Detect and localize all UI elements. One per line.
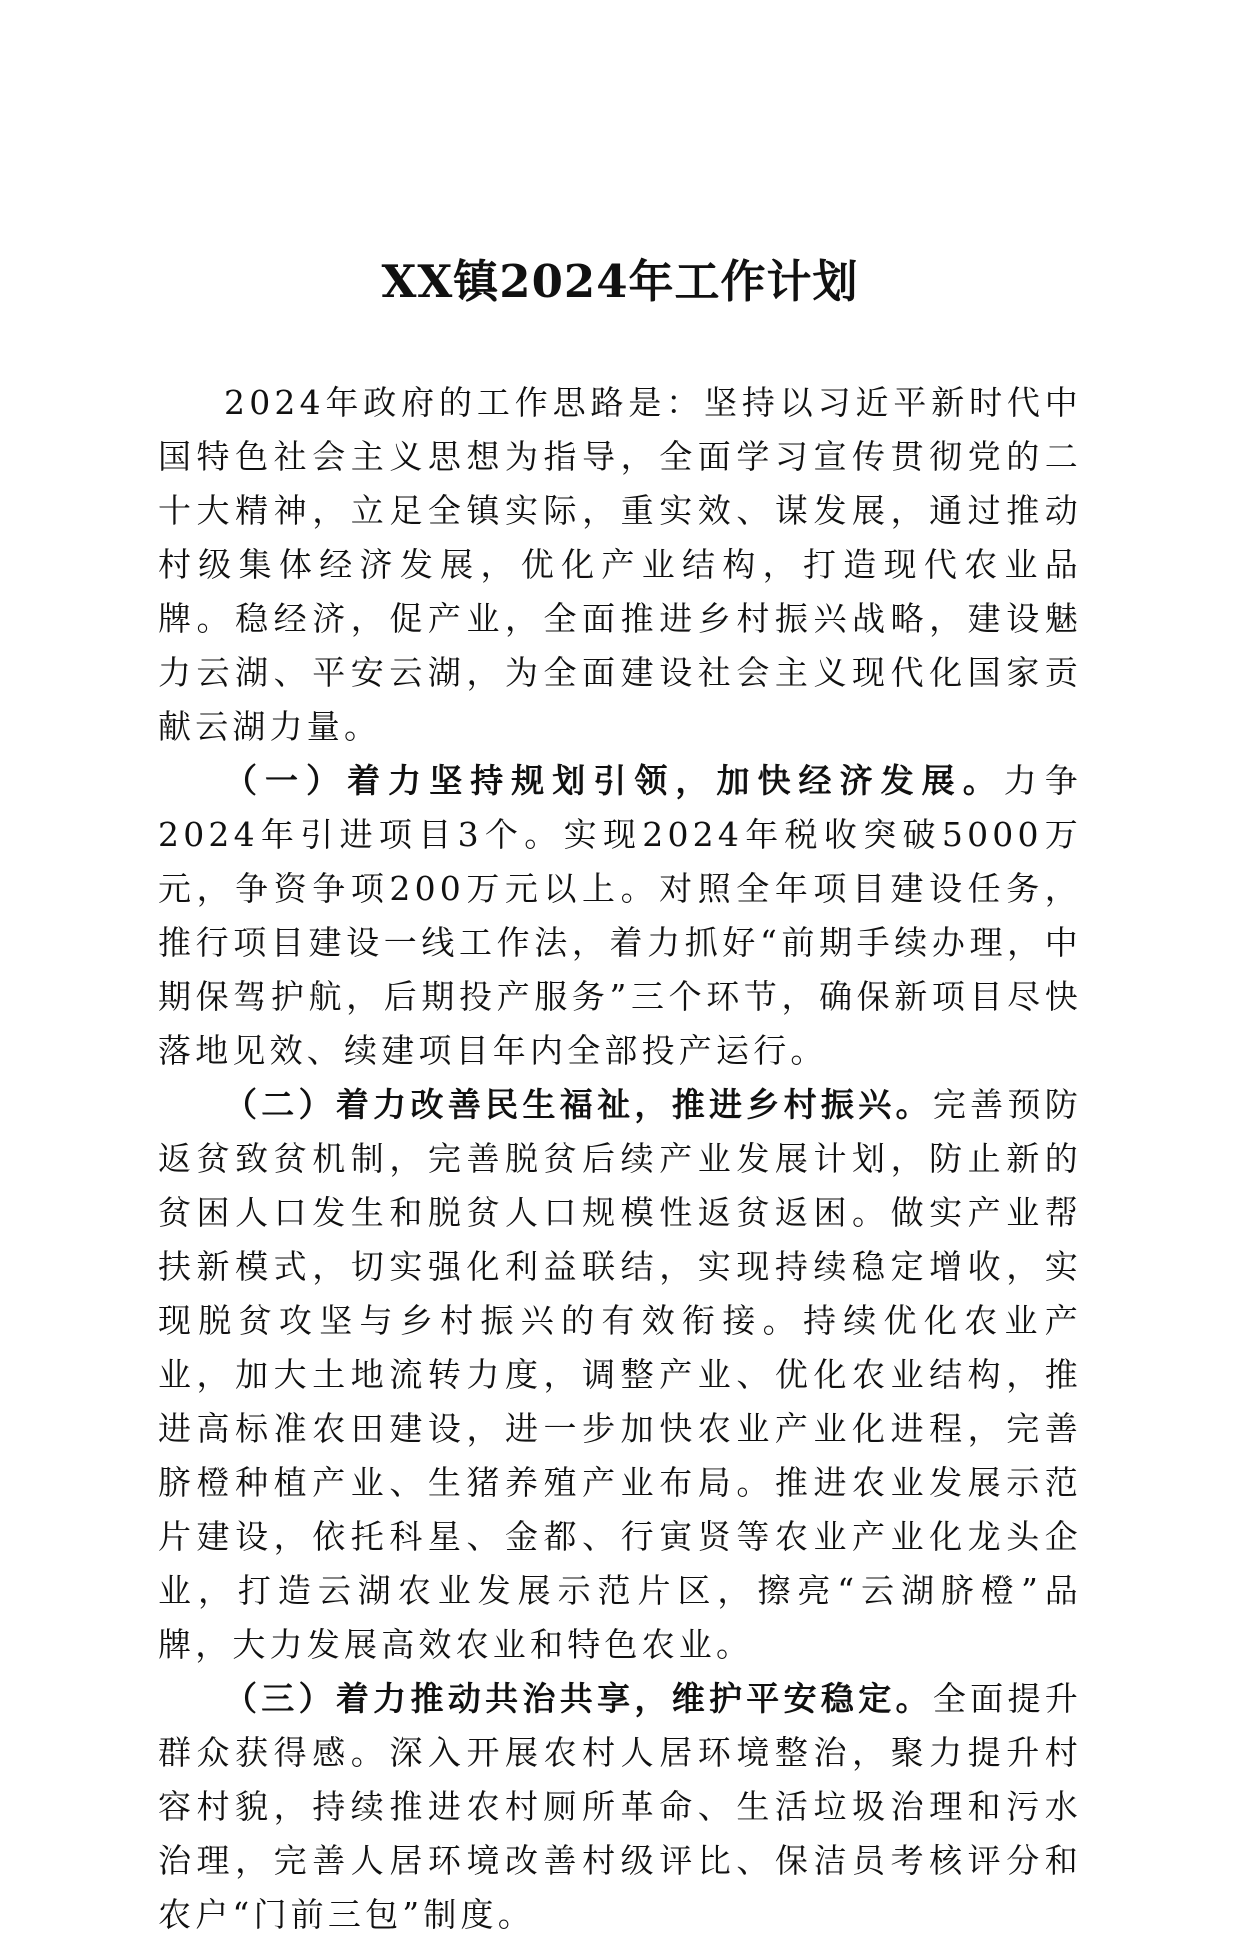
section-three-heading: （三）着力推动共治共享，维护平安稳定。 [224, 1679, 933, 1718]
section-three-paragraph [158, 1672, 1082, 1942]
paragraph-text: 完善预防返贫致贫机制，完善脱贫后续产业发展计划，防止新的贫困人口发生和脱贫人口规模性返贫返困。做实产业帮扶新模式，切实强化利益联结，实现持续稳定增收，实现脱贫攻坚与乡村振兴的有效衔接。持续优化农业产业，加大土地流转力度，调整产业、优化农业结构，推进高标准农田建设，进一步加快农业产业化进程，完善脐橙种植产业、生猪养殖产业布局。推进农业发展示范片建设，依托科星、金都、行寅贤等农业产业化龙头企业，打造云湖农业发展示范片区，擦亮“云湖脐橙”品牌，大力发展高效农业和特色农业。 [158, 1085, 1082, 1664]
section-one-paragraph [158, 754, 1082, 1078]
paragraph-text: 2024年政府的工作思路是：坚持以习近平新时代中国特色社会主义思想为指导，全面学习宣传贯彻党的二十大精神，立足全镇实际，重实效、谋发展，通过推动村级集体经济发展，优化产业结构，打造现代农业品牌。稳经济，促产业，全面推进乡村振兴战略，建设魅力云湖、平安云湖，为全面建设社会主义现代化国家贡献云湖力量。 [158, 383, 1082, 746]
document-title: XX镇2024年工作计划 [381, 255, 859, 308]
intro-paragraph [158, 376, 1082, 754]
section-two-paragraph [158, 1078, 1082, 1672]
section-one-heading: （一）着力坚持规划引领，加快经济发展。 [224, 761, 1004, 800]
paragraph-text: 力争2024年引进项目3个。实现2024年税收突破5000万元，争资争项200万元以上。对照全年项目建设任务，推行项目建设一线工作法，着力抓好“前期手续办理，中期保驾护航，后期投产服务”三个环节，确保新项目尽快落地见效、续建项目年内全部投产运行。 [158, 761, 1082, 1070]
paragraph-text: 全面提升群众获得感。深入开展农村人居环境整治，聚力提升村容村貌，持续推进农村厕所革命、生活垃圾治理和污水治理，完善人居环境改善村级评比、保洁员考核评分和农户“门前三包”制度。 [158, 1679, 1082, 1934]
section-two-heading: （二）着力改善民生福祉，推进乡村振兴。 [224, 1085, 933, 1124]
document-body [158, 376, 1082, 1942]
